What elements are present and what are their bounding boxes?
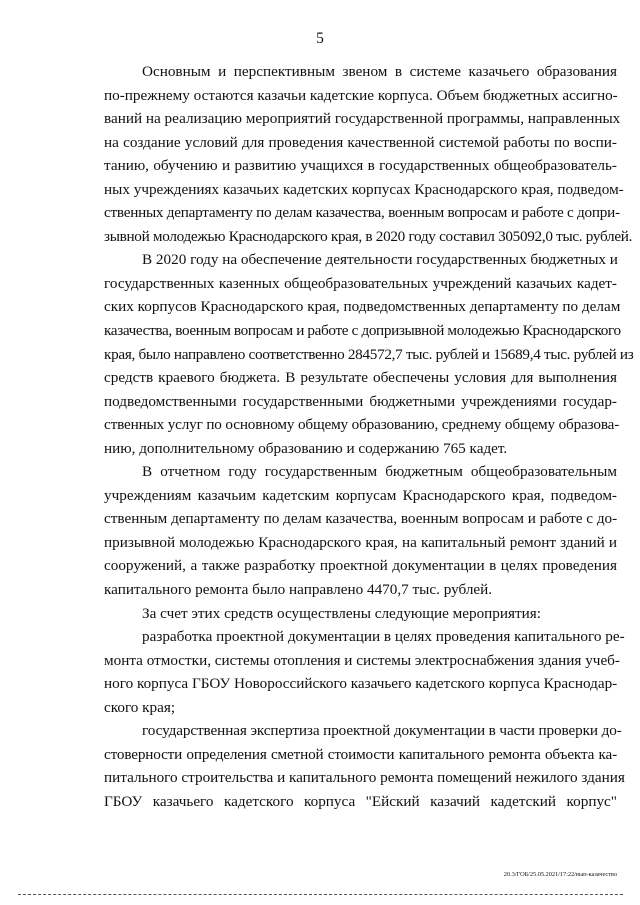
text-line: питального строительства и капитального ремонта помещений нежилого здания	[104, 769, 625, 787]
document-body	[104, 60, 634, 814]
text-line: по-прежнему остаются казачьи кадетские корпуса. Объем бюджетных ассигно-	[104, 86, 618, 104]
text-line: государственных казенных общеобразовательных учреждений казачьих кадет-	[104, 274, 617, 292]
text-line: ваний на реализацию мероприятий государственной программы, направленных	[104, 110, 621, 128]
text-line: учреждениям казачьим кадетским корпусам Краснодарского края, подведом-	[104, 486, 617, 504]
text-line: ного корпуса ГБОУ Новороссийского казачьего кадетского корпуса Краснодар-	[104, 675, 618, 693]
text-line: стоверности определения сметной стоимости капитального ремонта объекта ка-	[104, 745, 617, 763]
text-line: ственных услуг по основному общему образованию, среднему общему образова-	[104, 416, 620, 434]
text-line: разработка проектной документации в целях проведения капитального ре-	[142, 628, 625, 646]
text-line: В 2020 году на обеспечение деятельности государственных бюджетных и	[142, 251, 618, 269]
text-line: За счет этих средств осуществлены следующие мероприятия:	[142, 604, 541, 622]
footer-divider	[18, 894, 623, 896]
page-number: 5	[316, 30, 324, 47]
text-line: средств краевого бюджета. В результате обеспечены условия для выполнения	[104, 369, 617, 387]
text-line: нию, дополнительному образованию и содержанию 765 кадет.	[104, 439, 508, 457]
text-line: ных учреждениях казачьих кадетских корпусах Краснодарского края, подведом-	[104, 180, 624, 198]
document-footer-code: 20.3/ГОБ/25.05.2021/17:22/вып-казачество	[503, 871, 617, 878]
text-line: на создание условий для проведения качественной системой работы по воспи-	[104, 133, 617, 151]
text-line: казачества, военным вопросам и работе с допризывной молодежью Краснодарского	[104, 322, 621, 340]
text-line: ских корпусов Краснодарского края, подведомственных департаменту по делам	[104, 298, 621, 316]
text-line: зывной молодежью Краснодарского края, в 2020 году составил 305092,0 тыс. рублей.	[104, 227, 633, 245]
text-line: ственным департаменту по делам казачества, военным вопросам и работе с до-	[104, 510, 618, 528]
text-line: сооружений, а также разработку проектной документации в целях проведения	[104, 557, 617, 575]
text-line: государственная экспертиза проектной документации в части проверки до-	[142, 722, 622, 740]
text-line: призывной молодежью Краснодарского края, на капитальный ремонт зданий и	[104, 533, 617, 551]
text-line: края, было направлено соответственно 284572,7 тыс. рублей и 15689,4 тыс. рублей из	[104, 345, 634, 363]
text-line: ственных департаменту по делам казачества, военным вопросам и работе с допри-	[104, 204, 620, 222]
text-line: танию, обучению и развитию учащихся в государственных общеобразователь-	[104, 157, 617, 175]
text-line: В отчетном году государственным бюджетным общеобразовательным	[142, 463, 617, 481]
text-line: ского края;	[104, 698, 176, 716]
text-line: Основным и перспективным звеном в системе казачьего образования	[142, 63, 617, 80]
text-line: подведомственными государственными бюджетными учреждениями государ-	[104, 392, 617, 410]
text-line: монта отмостки, системы отопления и системы электроснабжения здания учеб-	[104, 651, 620, 669]
text-line: ГБОУ казачьего кадетского корпуса "Ейский казачий кадетский корпус"	[104, 792, 617, 810]
text-line: капитального ремонта было направлено 4470,7 тыс. рублей.	[104, 581, 493, 599]
